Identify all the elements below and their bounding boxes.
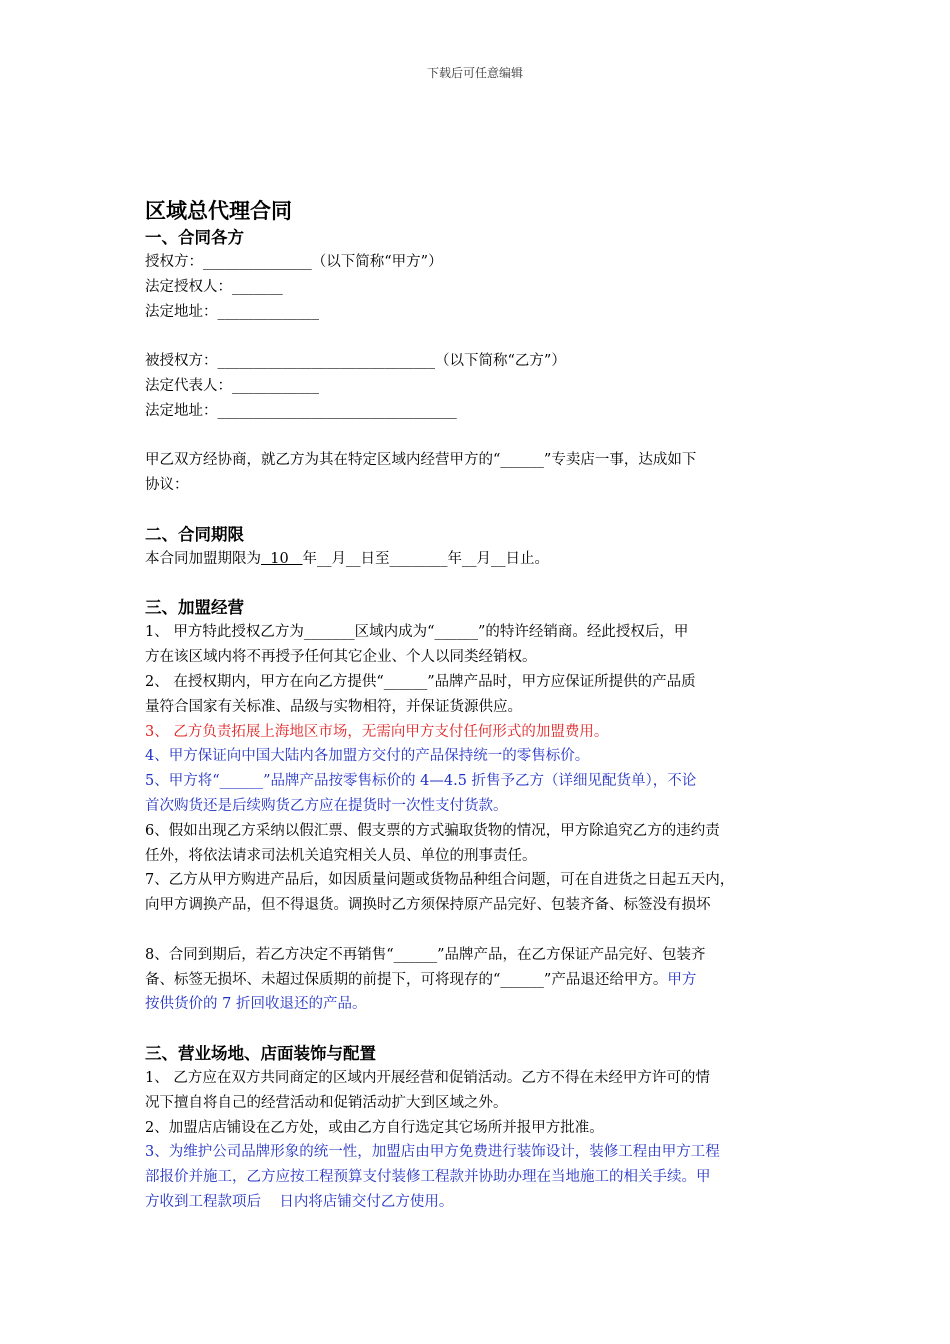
clause-3-8-line-3: 按供货价的 7 折回收退还的产品。 [145,996,367,1013]
clause-4-3-line-3: 方收到工程款项后 日内将店铺交付乙方使用。 [145,1193,454,1210]
page-header-note: 下载后可任意编辑 [426,66,523,80]
term-line [145,547,810,572]
section-heading-premises: 三、营业场地、店面装饰与配置 [145,1043,376,1063]
clause-3-8-line-2 [145,968,810,993]
section-heading-term: 二、合同期限 [145,524,244,544]
section-heading-franchise: 三、加盟经营 [145,598,244,618]
clause-4-2-line: 2、加盟店店铺设在乙方处，或由乙方自行选定其它场所并报甲方批准。 [145,1119,604,1136]
clause-3-8-line-2-highlight: 甲方 [667,971,697,988]
clause-3-1-line-2: 方在该区域内将不再授予任何其它企业、个人以同类经销权。 [145,649,537,666]
licensor-line: 授权方：_______________（以下简称“甲方”） [145,254,443,270]
clause-3-7-line-2: 向甲方调换产品，但不得退货。调换时乙方须保持原产品完好、包装齐备、标签没有损坏 [145,897,711,914]
clause-3-7-line-1: 7、乙方从甲方购进产品后，如因质量问题或货物品种组合问题，可在自进货之日起五天内， [145,872,735,889]
clause-3-1-line-1: 1、 甲方特此授权乙方为_______区域内成为“______”的特许经销商。经此授权后，甲 [145,624,689,641]
clause-3-3-line: 3、 乙方负责拓展上海地区市场，无需向甲方支付任何形式的加盟费用。 [145,723,609,740]
clause-4-1-line-2: 况下擅自将自己的经营活动和促销活动扩大到区域之外。 [145,1094,508,1111]
clause-3-6-line-1: 6、假如出现乙方采纳以假汇票、假支票的方式骗取货物的情况，甲方除追究乙方的违约责 [145,822,720,839]
term-years-value: 10 [261,550,303,567]
document-body [145,196,810,1215]
agreement-intro-line-2: 协议： [145,477,189,494]
section-heading-parties: 一、合同各方 [145,228,244,247]
agreement-intro-line-1: 甲乙双方经协商，就乙方为其在特定区域内经营甲方的“______”专卖店一事，达成如下 [145,452,697,469]
clause-3-8-line-1: 8、合同到期后，若乙方决定不再销售“______”品牌产品，在乙方保证产品完好、包装齐 [145,946,706,963]
licensee-representative-line: 法定代表人：____________ [145,377,319,394]
clause-4-3-line-1: 3、为维护公司品牌形象的统一性，加盟店由甲方免费进行装饰设计，装修工程由甲方工程 [145,1144,720,1161]
licensee-line: 被授权方：______________________________（以下简称“乙方”） [145,353,566,370]
term-suffix: 年__月__日至________年__月__日止。 [302,550,549,567]
licensor-authorized-person-line: 法定授权人：_______ [145,278,283,295]
clause-3-2-line-1: 2、 在授权期内，甲方在向乙方提供“______”品牌产品时，甲方应保证所提供的产品质 [145,673,696,690]
term-prefix: 本合同加盟期限为 [145,550,261,567]
licensee-address-line: 法定地址：_________________________________ [145,402,457,419]
clause-3-2-line-2: 量符合国家有关标准、品级与实物相符，并保证货源供应。 [145,698,522,715]
clause-3-8-line-2-text: 备、标签无损坏、未超过保质期的前提下，可将现存的“______”产品退还给甲方。 [145,971,668,988]
clause-3-5-line-2: 首次购货还是后续购货乙方应在提货时一次性支付货款。 [145,797,508,814]
clause-3-5-line-1: 5、甲方将“______”品牌产品按零售标价的 4—4.5 折售予乙方（详细见配货单），不论 [145,773,697,790]
licensor-address-line: 法定地址：______________ [145,303,319,320]
document-title: 区域总代理合同 [145,199,292,223]
clause-3-4-line: 4、甲方保证向中国大陆内各加盟方交付的产品保持统一的零售标价。 [145,748,590,765]
clause-3-6-line-2: 任外，将依法请求司法机关追究相关人员、单位的刑事责任。 [145,847,537,864]
clause-4-1-line-1: 1、 乙方应在双方共同商定的区域内开展经营和促销活动。乙方不得在未经甲方许可的情 [145,1069,710,1086]
clause-4-3-line-2: 部报价并施工，乙方应按工程预算支付装修工程款并协助办理在当地施工的相关手续。甲 [145,1169,711,1186]
